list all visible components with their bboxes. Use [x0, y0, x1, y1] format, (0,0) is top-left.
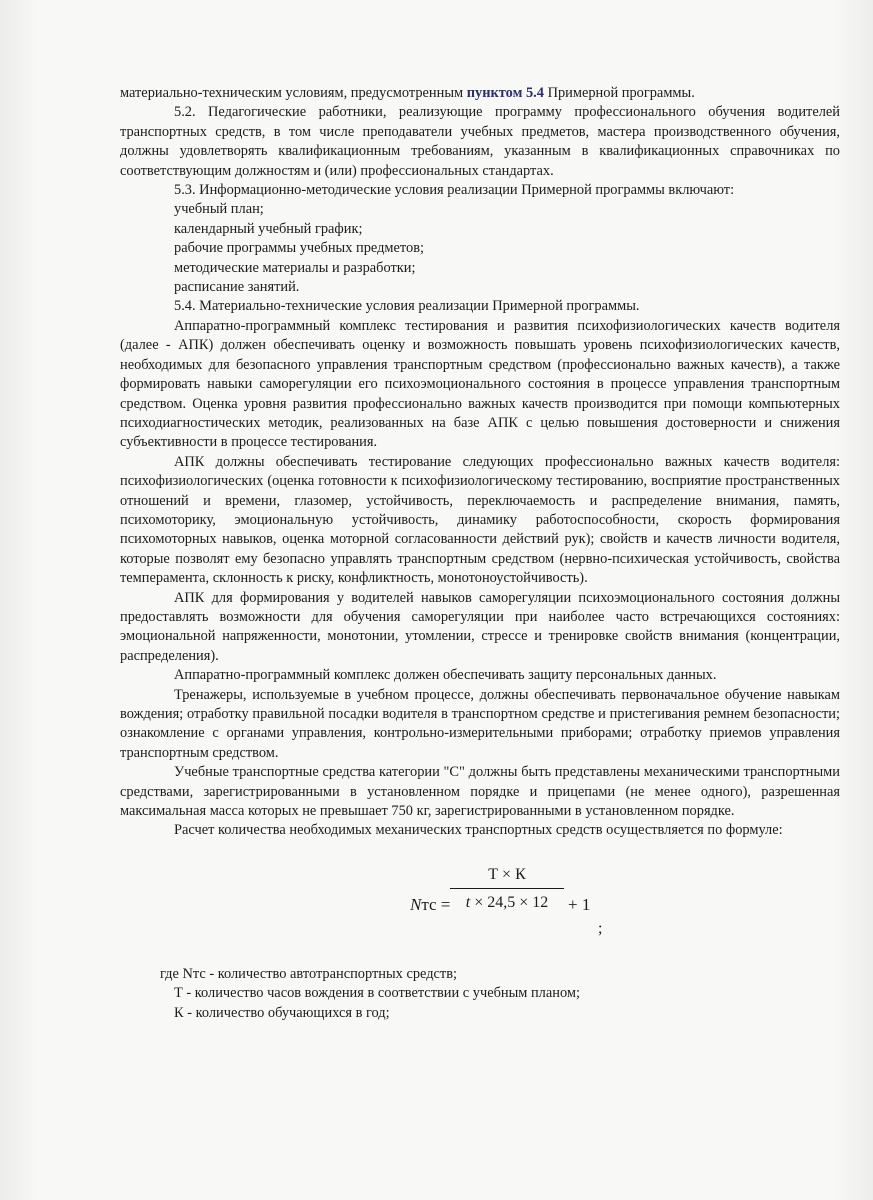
paragraph-data-protection: Аппаратно-программный комплекс должен обеспечивать защиту персональных данных.: [174, 667, 717, 684]
paragraph-simulators: Тренажеры, используемые в учебном процессе, должны обеспечивать первоначальное обучение навыкам вождения; отработку правильной посадки водителя в транспортном средстве и пристегивания ремнем безопасности; ознакомление с органами управления, контрольно-измерительными приборами; отработку приемов управления транспортным средством.: [120, 686, 840, 761]
list-item: методические материалы и разработки;: [174, 259, 416, 276]
formula-numerator: Т × К: [450, 865, 564, 889]
formula-denominator: t × 24,5 × 12: [465, 894, 549, 912]
list-item: расписание занятий.: [174, 279, 300, 296]
list-item: календарный учебный график;: [174, 220, 363, 237]
paragraph-apk-selfregulation: АПК для формирования у водителей навыков саморегуляции психоэмоционального состояния должны предоставлять возможности для обучения саморегуляции при наиболее часто встречающихся состояниях: эмоциональной напряженности, монотонии, утомлении, стрессе и тренировке свойств внимания (концентрации, распределения).: [120, 589, 840, 664]
paragraph-intro: материально-техническим условиям, предусмотренным пунктом 5.4 Примерной программы.: [120, 85, 695, 101]
document-body: [120, 84, 840, 1023]
list-item: рабочие программы учебных предметов;: [174, 240, 425, 257]
paragraph-apk-testing: АПК должны обеспечивать тестирование следующих профессионально важных качеств водителя: психофизиологических (оценка готовности к психофизиологическому тестированию, восприятие пространственных отношений и времени, глазомер, устойчивость, переключаемость и распределение внимания, память, психомоторику, эмоциональную устойчивость, динамику работоспособности, скорость формирования психомоторных навыков, оценка моторной согласованности действий рук); свойств и качеств личности водителя, которые позволят ему безопасно управлять транспортным средством (нервно-психическая устойчивость, свойства темперамента, склонность к риску, конфликтность, монотоноустойчивость).: [120, 453, 840, 587]
paragraph-vehicles: Учебные транспортные средства категории "С" должны быть представлены механическими транспортными средствами, зарегистрированными в установленном порядке и прицепами (не менее одного), разрешенная максимальная масса которых не превышает 750 кг, зарегистрированными в установленном порядке.: [120, 764, 840, 820]
paragraph-5-3: 5.3. Информационно-методические условия реализации Примерной программы включают:: [174, 182, 735, 199]
formula-semicolon: ;: [598, 919, 603, 937]
paragraph-5-4: 5.4. Материально-технические условия реализации Примерной программы.: [174, 298, 640, 315]
formula-definitions: [120, 965, 840, 1023]
formula-plus-one: + 1: [568, 894, 591, 914]
definition-item: К - количество обучающихся в год;: [174, 1004, 390, 1021]
vehicle-count-formula: [120, 849, 840, 959]
paragraph-apk-description: Аппаратно-программный комплекс тестирования и развития психофизиологических качеств водителя (далее - АПК) должен обеспечивать оценку и возможность повышать уровень психофизиологических качеств, необходимых для безопасного управления транспортным средством (профессионально важных качеств), а также формировать навыки саморегуляции его психоэмоционального состояния в процессе управления транспортным средством. Оценка уровня развития профессионально важных качеств производится при помощи компьютерных психодиагностических методик, реализованных на базе АПК с целью повышения достоверности и снижения субъективности в процессе тестирования.: [120, 317, 840, 451]
paragraph-5-2: 5.2. Педагогические работники, реализующие программу профессионального обучения водителей транспортных средств, в том числе преподаватели учебных предметов, мастера производственного обучения, должны удовлетворять квалификационным требованиям, указанным в квалификационных справочниках по соответствующим должностям и (или) профессиональных стандартах.: [120, 104, 840, 179]
definition-item: где Nтс - количество автотранспортных средств;: [160, 965, 458, 982]
definition-item: Т - количество часов вождения в соответствии с учебным планом;: [174, 985, 580, 1002]
formula-lhs: Nтс =: [410, 894, 451, 914]
formula-fraction: [450, 865, 564, 913]
section-reference: пунктом 5.4: [466, 85, 544, 101]
list-item: учебный план;: [174, 201, 264, 218]
paragraph-calculation: Расчет количества необходимых механических транспортных средств осуществляется по формуле:: [174, 822, 783, 839]
